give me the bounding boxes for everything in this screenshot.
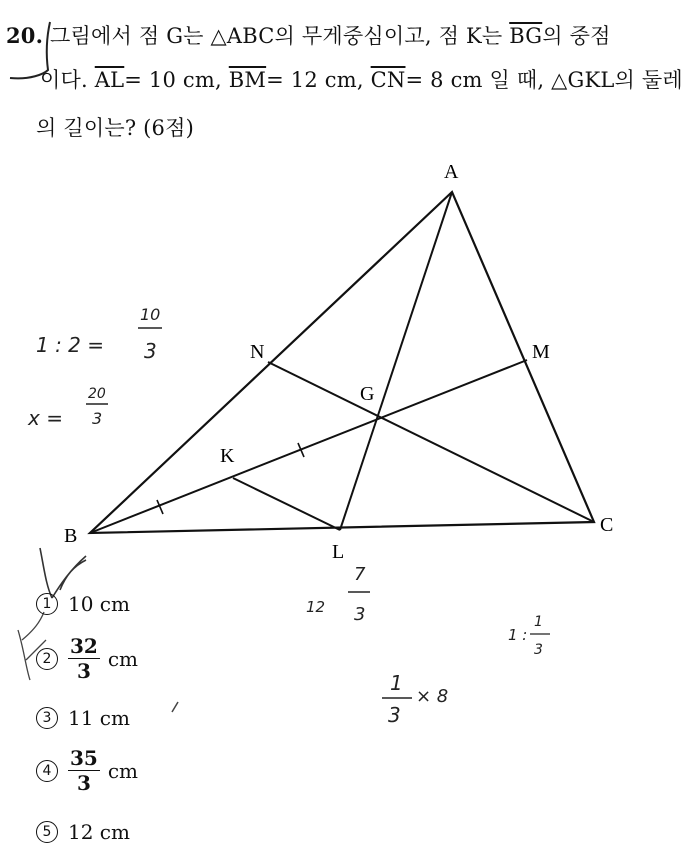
choice-marker-4: 4 xyxy=(36,760,58,782)
handwritten-x-eq: x = xyxy=(28,406,63,430)
question-text-1: 그림에서 점 G는 △ABC의 무게중심이고, 점 K는 xyxy=(50,24,503,48)
question-number: 20. xyxy=(6,23,44,48)
choice-4-numerator: 35 xyxy=(70,746,98,770)
question-text-2: 이다. xyxy=(40,68,88,92)
choice-4-unit: cm xyxy=(107,758,139,783)
handwritten-check-mark xyxy=(40,548,86,598)
choice-marker-1: 1 xyxy=(36,593,58,615)
handwritten-dot xyxy=(172,702,178,712)
choice-5[interactable] xyxy=(36,820,130,844)
handwritten-right-note: 1 : xyxy=(508,626,528,644)
handwritten-bottom-num: 1 xyxy=(390,671,403,695)
handwritten-bottom-den: 3 xyxy=(388,703,401,727)
segment-al: $\overline{AL}$ xyxy=(94,68,125,92)
choice-1[interactable] xyxy=(36,592,130,616)
equation-al: = 10 cm, xyxy=(124,68,222,92)
label-g: G xyxy=(360,383,375,405)
question-text-3: 의 길이는? (6점) xyxy=(36,116,194,140)
choice-2-numerator: 32 xyxy=(70,634,98,658)
handwritten-ratio-den: 3 xyxy=(144,339,157,363)
choice-2-unit: cm xyxy=(107,646,139,671)
median-cn xyxy=(268,362,594,522)
handwritten-mid-num: 7 xyxy=(354,564,366,585)
handwritten-mid-den: 3 xyxy=(354,604,366,625)
choice-5-value: 12 cm xyxy=(68,820,130,844)
question-text-1-end: 의 중점 xyxy=(542,24,611,48)
handwritten-bottom-rest: × 8 xyxy=(416,686,449,707)
handwritten-mark xyxy=(10,22,50,78)
label-b: B xyxy=(64,525,78,547)
choice-1-value: 10 cm xyxy=(68,592,130,616)
label-k: K xyxy=(220,445,235,467)
handwritten-right-den: 3 xyxy=(534,642,543,658)
handwritten-x-num: 20 xyxy=(88,386,106,402)
handwritten-x-den: 3 xyxy=(92,409,103,428)
choice-marker-2: 2 xyxy=(36,648,58,670)
choice-3-value: 11 cm xyxy=(68,706,130,730)
choice-4-denominator: 3 xyxy=(76,771,91,795)
equation-bm: = 12 cm, xyxy=(266,68,364,92)
handwritten-ratio-num: 10 xyxy=(140,305,161,324)
handwritten-right-num: 1 xyxy=(534,614,543,630)
label-n: N xyxy=(250,341,265,363)
label-a: A xyxy=(444,161,459,183)
choice-marker-5: 5 xyxy=(36,821,58,843)
choice-4-fraction xyxy=(68,746,100,795)
choice-2-fraction xyxy=(68,634,100,683)
handwritten-mid-prefix: 12 xyxy=(306,598,326,616)
median-al xyxy=(340,192,452,530)
segment-bm: $\overline{BM}$ xyxy=(228,68,267,92)
segment-bg: $\overline{BG}$ xyxy=(509,24,543,48)
choice-4[interactable] xyxy=(36,746,138,795)
choice-marker-3: 3 xyxy=(36,707,58,729)
label-c: C xyxy=(600,514,614,536)
equation-cn: = 8 cm 일 때, △GKL의 둘레 xyxy=(405,68,683,92)
choice-2[interactable] xyxy=(36,634,138,683)
segment-cn: $\overline{CN}$ xyxy=(370,68,406,92)
choice-3[interactable] xyxy=(36,706,130,730)
label-m: M xyxy=(532,341,550,363)
choice-2-denominator: 3 xyxy=(76,659,91,683)
segment-kl xyxy=(233,478,340,530)
label-l: L xyxy=(332,541,345,563)
handwritten-ratio: 1 : 2 = xyxy=(36,333,105,357)
median-bm xyxy=(90,360,527,533)
